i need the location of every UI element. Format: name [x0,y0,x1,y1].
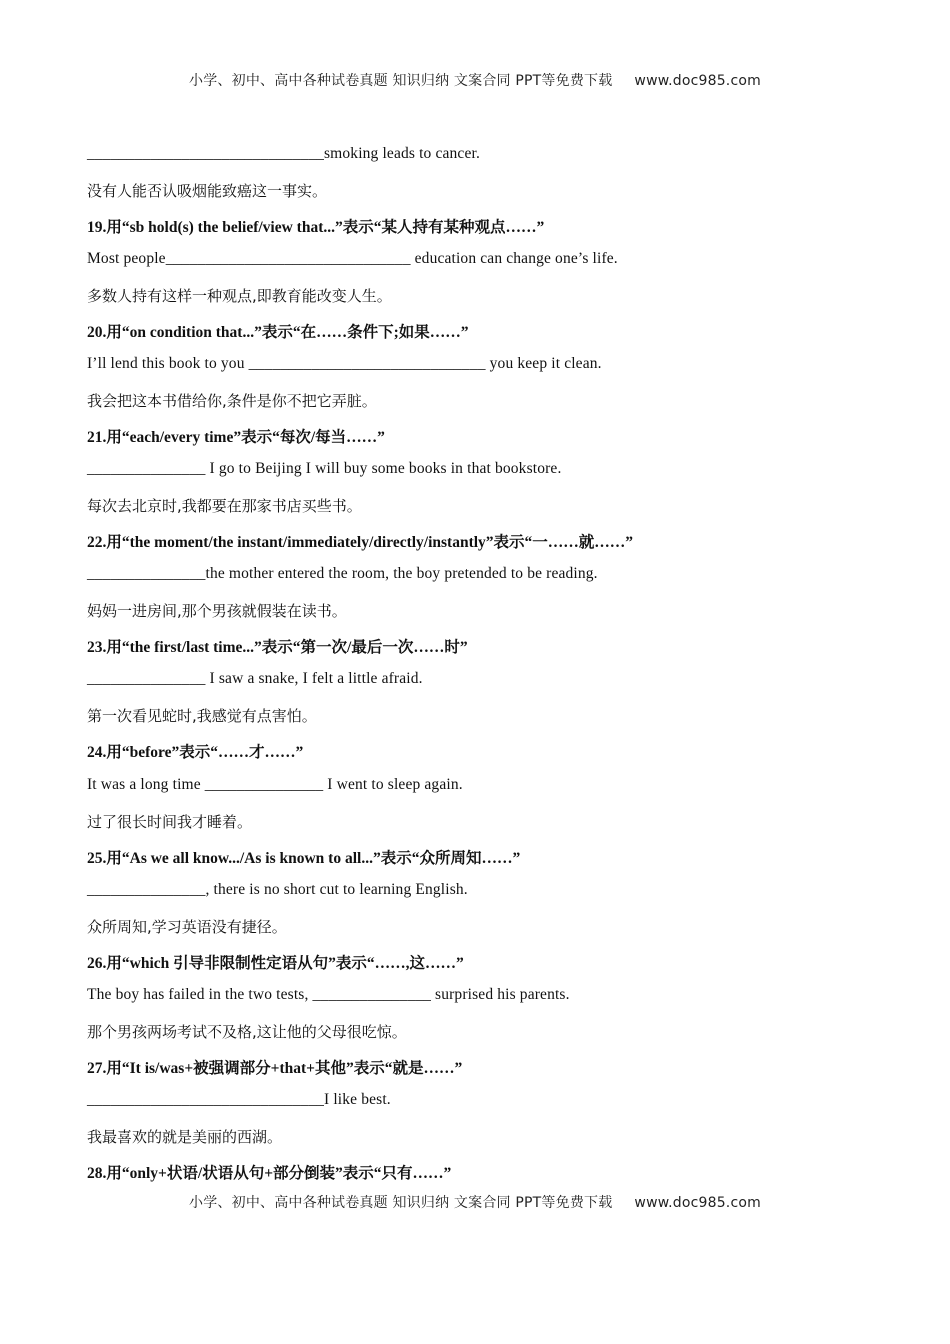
section-heading: 27.用“It is/was+被强调部分+that+其他”表示“就是……” [87,1060,463,1077]
section-heading: 23.用“the first/last time...”表示“第一次/最后一次……时” [87,639,468,656]
sentence-blank-line: It was a long time _______________ I went to sleep again. [87,776,463,793]
sentence-blank-line: ______________________________I like best. [87,1091,391,1108]
page-header [0,70,950,90]
sentence-blank-line: _______________the mother entered the room, the boy pretended to be reading. [87,565,598,582]
sentence-blank-line: _______________ I saw a snake, I felt a little afraid. [87,670,423,687]
chinese-translation: 我会把这本书借给你,条件是你不把它弄脏。 [87,392,377,410]
section-heading: 21.用“each/every time”表示“每次/每当……” [87,429,385,446]
chinese-translation: 没有人能否认吸烟能致癌这一事实。 [87,182,328,200]
header-site-link[interactable]: www.doc985.com [634,73,761,89]
section-heading: 28.用“only+状语/状语从句+部分倒装”表示“只有……” [87,1165,452,1182]
sentence-blank-line: _______________, there is no short cut to learning English. [87,881,468,898]
sentence-blank-line: The boy has failed in the two tests, _______________ surprised his parents. [87,986,570,1003]
section-heading: 26.用“which 引导非限制性定语从句”表示“……,这……” [87,955,464,972]
footer-text: 小学、初中、高中各种试卷真题 知识归纳 文案合同 PPT等免费下载 [189,1195,613,1211]
sentence-blank-line: ______________________________smoking leads to cancer. [87,145,480,162]
sentence-blank-line: Most people_______________________________ education can change one’s life. [87,250,618,267]
section-heading: 19.用“sb hold(s) the belief/view that...”表示“某人持有某种观点……” [87,219,545,236]
chinese-translation: 那个男孩两场考试不及格,这让他的父母很吃惊。 [87,1023,407,1041]
header-text: 小学、初中、高中各种试卷真题 知识归纳 文案合同 PPT等免费下载 [189,73,613,89]
chinese-translation: 多数人持有这样一种观点,即教育能改变人生。 [87,287,392,305]
chinese-translation: 每次去北京时,我都要在那家书店买些书。 [87,497,362,515]
sentence-blank-line: I’ll lend this book to you ______________________________ you keep it clean. [87,355,602,372]
section-heading: 25.用“As we all know.../As is known to all...”表示“众所周知……” [87,850,521,867]
footer-site-link[interactable]: www.doc985.com [634,1195,761,1211]
section-heading: 24.用“before”表示“……才……” [87,744,304,761]
page-footer [0,1192,950,1212]
chinese-translation: 众所周知,学习英语没有捷径。 [87,918,287,936]
sentence-blank-line: _______________ I go to Beijing I will buy some books in that bookstore. [87,460,562,477]
section-heading: 20.用“on condition that...”表示“在……条件下;如果……” [87,324,469,341]
section-heading: 22.用“the moment/the instant/immediately/directly/instantly”表示“一……就……” [87,534,634,551]
chinese-translation: 过了很长时间我才睡着。 [87,813,253,831]
chinese-translation: 妈妈一进房间,那个男孩就假装在读书。 [87,602,347,620]
chinese-translation: 我最喜欢的就是美丽的西湖。 [87,1128,283,1146]
chinese-translation: 第一次看见蛇时,我感觉有点害怕。 [87,707,317,725]
